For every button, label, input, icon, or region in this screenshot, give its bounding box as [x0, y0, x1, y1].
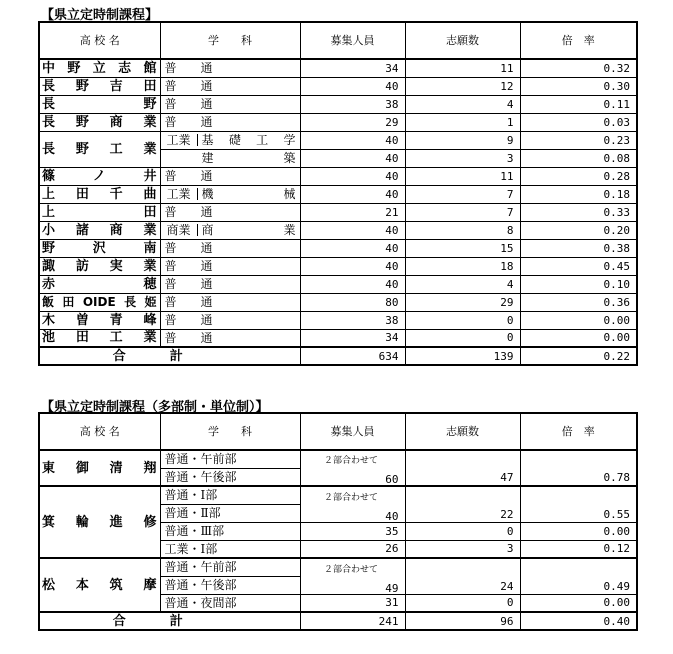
capacity: 38 — [300, 311, 405, 329]
capacity: 31 — [300, 594, 405, 612]
dept: 普 通 — [160, 203, 300, 221]
capacity: 35 — [300, 522, 405, 540]
school-name: 中野立志館 — [39, 59, 160, 77]
ratio: 0.45 — [520, 257, 637, 275]
ratio: 0.49 — [520, 558, 637, 594]
school-name: 上田千曲 — [39, 185, 160, 203]
applicants: 47 — [405, 450, 520, 486]
capacity: 40 — [300, 239, 405, 257]
table1 — [38, 21, 638, 366]
combined-capacity — [300, 558, 405, 594]
dept — [160, 131, 300, 149]
applicants: 7 — [405, 185, 520, 203]
combined-note: ２部合わせて — [323, 492, 378, 503]
ratio: 0.00 — [520, 594, 637, 612]
dept: 普 通 — [160, 95, 300, 113]
capacity: 49 — [385, 581, 399, 594]
dept: 普 通 — [160, 275, 300, 293]
combined-note: ２部合わせて — [323, 564, 378, 575]
ratio: 0.10 — [520, 275, 637, 293]
table-row — [39, 131, 637, 149]
capacity: 40 — [300, 149, 405, 167]
ratio: 0.55 — [520, 486, 637, 522]
table2-title: 【県立定時制課程（多部制・単位制）】 — [41, 400, 269, 415]
applicants: 3 — [405, 540, 520, 558]
capacity: 40 — [385, 509, 399, 522]
dept-sub: 建 築 — [201, 151, 296, 165]
school-name: 赤 穂 — [39, 275, 160, 293]
capacity: 34 — [300, 59, 405, 77]
school-name: 諏訪実業 — [39, 257, 160, 275]
table-row — [39, 293, 637, 311]
table-row — [39, 221, 637, 239]
applicants: 4 — [405, 275, 520, 293]
ratio: 0.00 — [520, 329, 637, 347]
total-ratio: 0.22 — [520, 347, 637, 365]
ratio: 0.78 — [520, 450, 637, 486]
school-name: 篠 ノ 井 — [39, 167, 160, 185]
capacity: 26 — [300, 540, 405, 558]
dept: 普 通 — [160, 167, 300, 185]
table-row — [39, 329, 637, 347]
capacity: 40 — [300, 131, 405, 149]
capacity: 40 — [300, 167, 405, 185]
header-capacity: 募集人員 — [300, 413, 405, 450]
table2 — [38, 412, 638, 631]
applicants: 1 — [405, 113, 520, 131]
applicants: 0 — [405, 594, 520, 612]
total-label: 合計 — [39, 347, 300, 365]
school-name: 松本筑摩 — [39, 558, 160, 612]
dept: 普 通 — [160, 59, 300, 77]
dept: 普通・午後部 — [160, 468, 300, 486]
capacity: 38 — [300, 95, 405, 113]
capacity: 29 — [300, 113, 405, 131]
applicants: 24 — [405, 558, 520, 594]
applicants: 22 — [405, 486, 520, 522]
school-name: 長野吉田 — [39, 77, 160, 95]
total-label: 合計 — [39, 612, 300, 630]
dept: 普通・午後部 — [160, 576, 300, 594]
dept: 普 通 — [160, 293, 300, 311]
school-name: 箕輪進修 — [39, 486, 160, 558]
applicants: 11 — [405, 167, 520, 185]
ratio: 0.38 — [520, 239, 637, 257]
header-applicants: 志願数 — [405, 22, 520, 59]
ratio: 0.28 — [520, 167, 637, 185]
table-row — [39, 113, 637, 131]
capacity: 60 — [385, 473, 399, 486]
capacity: 21 — [300, 203, 405, 221]
table1-header-row — [39, 22, 637, 59]
dept — [160, 221, 300, 239]
dept: 普 通 — [160, 239, 300, 257]
header-school: 高 校 名 — [39, 22, 160, 59]
dept-group: 商業 — [161, 224, 198, 236]
applicants: 3 — [405, 149, 520, 167]
applicants: 15 — [405, 239, 520, 257]
dept: 普 通 — [160, 311, 300, 329]
dept: 普通・Ⅰ部 — [160, 486, 300, 504]
capacity: 40 — [300, 221, 405, 239]
applicants: 11 — [405, 59, 520, 77]
dept: 普 通 — [160, 329, 300, 347]
school-name: 池田工業 — [39, 329, 160, 347]
total-applicants: 139 — [405, 347, 520, 365]
table-row — [39, 59, 637, 77]
ratio: 0.18 — [520, 185, 637, 203]
applicants: 7 — [405, 203, 520, 221]
dept: 普通・午前部 — [160, 450, 300, 468]
total-capacity: 241 — [300, 612, 405, 630]
header-dept: 学 科 — [160, 22, 300, 59]
table-row — [39, 239, 637, 257]
table-row — [39, 167, 637, 185]
dept — [160, 149, 300, 167]
table-row — [39, 311, 637, 329]
ratio: 0.30 — [520, 77, 637, 95]
capacity: 40 — [300, 257, 405, 275]
capacity: 34 — [300, 329, 405, 347]
school-name: 長 野 — [39, 95, 160, 113]
dept: 普 通 — [160, 77, 300, 95]
ratio: 0.20 — [520, 221, 637, 239]
header-applicants: 志願数 — [405, 413, 520, 450]
dept-sub: 商 業 — [201, 223, 296, 237]
combined-capacity — [300, 450, 405, 486]
table-row — [39, 558, 637, 576]
school-name: 東御清翔 — [39, 450, 160, 486]
dept: 普通・Ⅱ部 — [160, 504, 300, 522]
header-ratio: 倍 率 — [520, 22, 637, 59]
table-row — [39, 257, 637, 275]
table2-header-row — [39, 413, 637, 450]
dept — [160, 185, 300, 203]
combined-note: ２部合わせて — [323, 456, 378, 466]
dept-group: 工業 — [161, 134, 198, 146]
applicants: 0 — [405, 311, 520, 329]
table-row — [39, 203, 637, 221]
ratio: 0.11 — [520, 95, 637, 113]
ratio: 0.00 — [520, 522, 637, 540]
applicants: 0 — [405, 329, 520, 347]
total-applicants: 96 — [405, 612, 520, 630]
applicants: 18 — [405, 257, 520, 275]
dept: 普 通 — [160, 113, 300, 131]
table-row — [39, 77, 637, 95]
school-name: 飯田OIDE長姫 — [39, 293, 160, 311]
dept-sub: 機 械 — [201, 187, 296, 201]
table1-title: 【県立定時制課程】 — [41, 8, 159, 23]
ratio: 0.33 — [520, 203, 637, 221]
dept-group: 工業 — [161, 188, 198, 200]
total-row — [39, 347, 637, 365]
ratio: 0.36 — [520, 293, 637, 311]
ratio: 0.03 — [520, 113, 637, 131]
dept: 普 通 — [160, 257, 300, 275]
school-name: 野 沢 南 — [39, 239, 160, 257]
dept-sub: 基礎工学 — [201, 133, 296, 147]
ratio: 0.12 — [520, 540, 637, 558]
table-row — [39, 95, 637, 113]
capacity: 40 — [300, 275, 405, 293]
school-name: 長野商業 — [39, 113, 160, 131]
ratio: 0.08 — [520, 149, 637, 167]
capacity: 40 — [300, 185, 405, 203]
total-capacity: 634 — [300, 347, 405, 365]
school-name: 小諸商業 — [39, 221, 160, 239]
combined-capacity — [300, 486, 405, 522]
capacity: 80 — [300, 293, 405, 311]
school-name: 上 田 — [39, 203, 160, 221]
school-name: 木曽青峰 — [39, 311, 160, 329]
table-row — [39, 275, 637, 293]
applicants: 29 — [405, 293, 520, 311]
applicants: 9 — [405, 131, 520, 149]
header-dept: 学 科 — [160, 413, 300, 450]
dept: 普通・午前部 — [160, 558, 300, 576]
applicants: 4 — [405, 95, 520, 113]
applicants: 12 — [405, 77, 520, 95]
dept: 普通・Ⅲ部 — [160, 522, 300, 540]
dept: 工業・Ⅰ部 — [160, 540, 300, 558]
applicants: 8 — [405, 221, 520, 239]
table-row — [39, 450, 637, 468]
header-ratio: 倍 率 — [520, 413, 637, 450]
ratio: 0.23 — [520, 131, 637, 149]
header-capacity: 募集人員 — [300, 22, 405, 59]
capacity: 40 — [300, 77, 405, 95]
school-name: 長野工業 — [39, 131, 160, 167]
header-school: 高 校 名 — [39, 413, 160, 450]
ratio: 0.00 — [520, 311, 637, 329]
dept: 普通・夜間部 — [160, 594, 300, 612]
total-ratio: 0.40 — [520, 612, 637, 630]
table-row — [39, 185, 637, 203]
table-row — [39, 486, 637, 504]
total-row — [39, 612, 637, 630]
ratio: 0.32 — [520, 59, 637, 77]
applicants: 0 — [405, 522, 520, 540]
